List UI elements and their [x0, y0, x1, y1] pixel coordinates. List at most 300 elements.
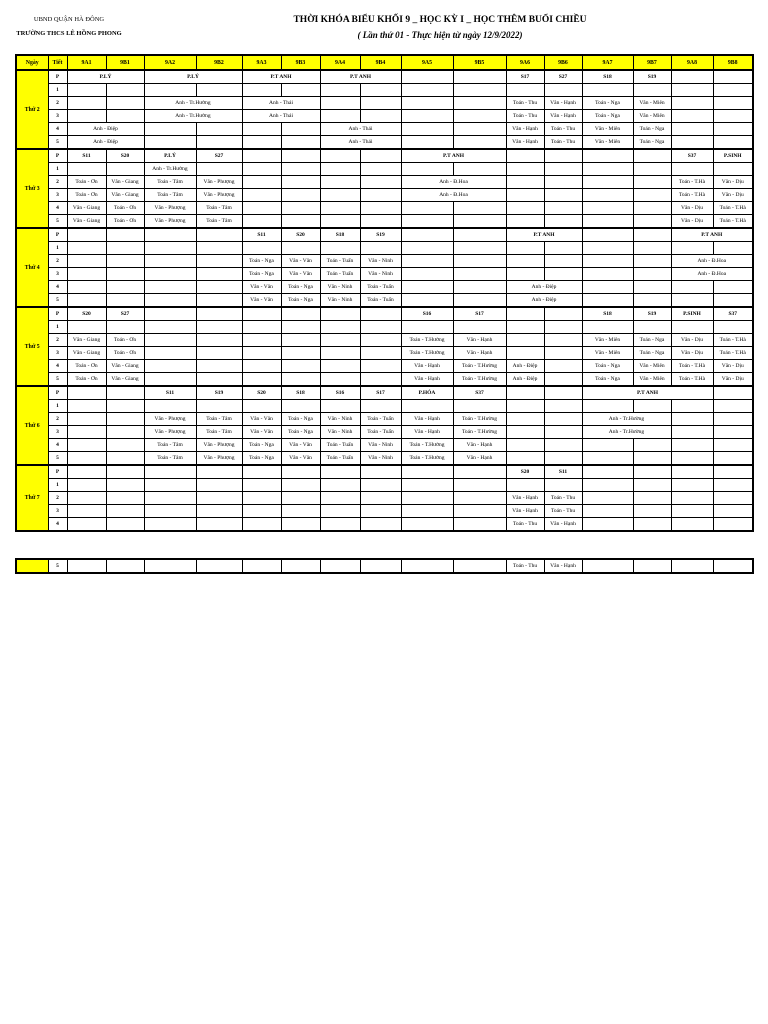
schedule-cell: [67, 426, 106, 439]
schedule-cell: [713, 97, 753, 110]
schedule-cell: [582, 294, 633, 308]
room-row: [16, 465, 753, 479]
schedule-cell: [360, 465, 401, 479]
schedule-cell: [506, 84, 544, 97]
schedule-cell: [544, 255, 582, 268]
schedule-cell: [401, 228, 453, 242]
column-header: 9B3: [281, 55, 320, 70]
schedule-cell: S20: [506, 465, 544, 479]
schedule-cell: Toán - T.Hường: [401, 439, 453, 452]
day-label: Thứ 3: [16, 149, 48, 228]
period-number: P: [48, 307, 67, 321]
schedule-cell: [360, 189, 401, 202]
schedule-cell: S27: [196, 149, 242, 163]
schedule-cell: Anh - Điệp: [506, 360, 544, 373]
schedule-cell: [544, 163, 582, 176]
period-number: 2: [48, 413, 67, 426]
schedule-cell: [106, 281, 144, 294]
schedule-cell: [67, 505, 106, 518]
schedule-cell: Văn - Phượng: [144, 215, 196, 229]
schedule-cell: [582, 321, 633, 334]
schedule-cell: [242, 189, 281, 202]
schedule-cell: [196, 163, 242, 176]
schedule-cell: Văn - Hạnh: [544, 97, 582, 110]
schedule-cell: [67, 452, 106, 466]
schedule-cell: [401, 479, 453, 492]
schedule-cell: [320, 202, 360, 215]
schedule-cell: Toán - T.Hường: [401, 452, 453, 466]
schedule-cell: [67, 97, 106, 110]
schedule-cell: Toán - Thu: [506, 518, 544, 532]
schedule-cell: S19: [633, 70, 671, 84]
schedule-cell: [544, 360, 582, 373]
schedule-cell: Toán - Tuấn: [360, 281, 401, 294]
schedule-cell: [360, 110, 401, 123]
schedule-cell: [453, 518, 506, 532]
schedule-cell: S20: [242, 386, 281, 400]
schedule-cell: [144, 242, 196, 255]
schedule-cell: [713, 452, 753, 466]
schedule-cell: [453, 505, 506, 518]
schedule-cell: [671, 452, 713, 466]
schedule-cell: [582, 228, 633, 242]
schedule-cell: [67, 228, 106, 242]
schedule-cell: [506, 176, 544, 189]
schedule-cell: [281, 202, 320, 215]
schedule-cell: Anh - Tr.Hường: [582, 426, 671, 439]
schedule-cell: [582, 84, 633, 97]
schedule-cell: [671, 465, 713, 479]
schedule-cell: [360, 97, 401, 110]
schedule-cell: P.T ANH: [242, 70, 320, 84]
schedule-cell: [106, 84, 144, 97]
schedule-cell: [582, 479, 633, 492]
schedule-cell: [544, 479, 582, 492]
period-number: 1: [48, 400, 67, 413]
timetable: [15, 54, 754, 532]
schedule-cell: [506, 215, 544, 229]
schedule-cell: [582, 242, 633, 255]
schedule-cell: [242, 163, 281, 176]
period-number: 2: [48, 334, 67, 347]
column-header: 9A6: [506, 55, 544, 70]
column-header: 9B8: [713, 55, 753, 70]
schedule-cell: [401, 505, 453, 518]
schedule-cell: [360, 559, 401, 573]
schedule-cell: Văn - Miên: [582, 136, 633, 150]
schedule-cell: [506, 255, 544, 268]
schedule-cell: Văn - Ninh: [320, 294, 360, 308]
schedule-cell: Văn - Hạnh: [453, 347, 506, 360]
schedule-cell: [401, 97, 453, 110]
schedule-cell: [67, 321, 106, 334]
schedule-cell: [281, 163, 320, 176]
schedule-cell: [633, 189, 671, 202]
schedule-cell: [713, 518, 753, 532]
schedule-cell: [713, 465, 753, 479]
schedule-cell: [453, 110, 506, 123]
schedule-cell: Văn - Hạnh: [506, 505, 544, 518]
schedule-cell: Văn - Vân: [242, 426, 281, 439]
schedule-cell: Toán - T.Hường: [453, 360, 506, 373]
column-header: 9B6: [544, 55, 582, 70]
schedule-cell: [144, 347, 196, 360]
schedule-cell: Toán - Nga: [633, 334, 671, 347]
schedule-cell: [67, 242, 106, 255]
schedule-cell: [401, 136, 453, 150]
schedule-cell: [401, 268, 453, 281]
schedule-cell: Văn - Hạnh: [506, 123, 544, 136]
schedule-cell: [633, 400, 671, 413]
schedule-cell: P.LÝ: [144, 149, 196, 163]
header-row: [16, 55, 753, 70]
schedule-cell: [67, 413, 106, 426]
schedule-cell: [671, 559, 713, 573]
schedule-cell: [242, 215, 281, 229]
schedule-cell: Anh - Thái: [320, 123, 401, 136]
schedule-cell: [633, 439, 671, 452]
period-number: 5: [48, 294, 67, 308]
period-row: [16, 413, 753, 426]
column-header: 9A8: [671, 55, 713, 70]
schedule-cell: [453, 294, 506, 308]
schedule-cell: [506, 452, 544, 466]
schedule-cell: [671, 492, 713, 505]
schedule-cell: [582, 149, 633, 163]
schedule-cell: [544, 321, 582, 334]
schedule-cell: [633, 281, 671, 294]
schedule-cell: [144, 373, 196, 387]
period-row: [16, 84, 753, 97]
schedule-cell: Văn - Dịu: [713, 373, 753, 387]
schedule-cell: [713, 321, 753, 334]
schedule-cell: [320, 242, 360, 255]
schedule-cell: [320, 189, 360, 202]
schedule-cell: [242, 518, 281, 532]
schedule-cell: [582, 518, 633, 532]
schedule-cell: [453, 84, 506, 97]
schedule-cell: [144, 268, 196, 281]
schedule-cell: S20: [281, 228, 320, 242]
period-number: 4: [48, 360, 67, 373]
period-row: [16, 373, 753, 387]
schedule-cell: Toán - Tâm: [196, 413, 242, 426]
schedule-cell: [242, 123, 281, 136]
schedule-cell: [582, 202, 633, 215]
period-number: 1: [48, 479, 67, 492]
schedule-cell: [360, 215, 401, 229]
schedule-cell: [506, 400, 544, 413]
schedule-cell: [506, 307, 544, 321]
schedule-cell: [320, 518, 360, 532]
period-row: [16, 110, 753, 123]
schedule-cell: [242, 242, 281, 255]
schedule-cell: Toán - T.Hường: [453, 426, 506, 439]
schedule-cell: [106, 268, 144, 281]
schedule-cell: Văn - Hạnh: [544, 518, 582, 532]
timetable-header: [240, 15, 640, 40]
schedule-cell: [67, 518, 106, 532]
schedule-cell: [401, 255, 453, 268]
schedule-cell: [281, 84, 320, 97]
column-header: 9A1: [67, 55, 106, 70]
schedule-cell: S11: [544, 465, 582, 479]
day-label: Thứ 4: [16, 228, 48, 307]
schedule-cell: [281, 136, 320, 150]
schedule-cell: [196, 294, 242, 308]
schedule-cell: [671, 110, 713, 123]
schedule-cell: [196, 321, 242, 334]
schedule-cell: Toán - Tuấn: [360, 294, 401, 308]
period-number: 4: [48, 202, 67, 215]
schedule-cell: [106, 518, 144, 532]
schedule-cell: [401, 559, 453, 573]
schedule-cell: [633, 84, 671, 97]
schedule-cell: [281, 400, 320, 413]
schedule-cell: Văn - Dịu: [671, 334, 713, 347]
schedule-cell: Toán - Nga: [633, 136, 671, 150]
schedule-cell: [106, 465, 144, 479]
schedule-cell: Toán - Tuấn: [320, 452, 360, 466]
schedule-cell: [671, 242, 713, 255]
schedule-cell: [506, 334, 544, 347]
schedule-cell: [196, 479, 242, 492]
schedule-cell: Văn - Ninh: [360, 452, 401, 466]
schedule-cell: Văn - Vân: [242, 413, 281, 426]
period-number: 2: [48, 255, 67, 268]
period-row: [16, 321, 753, 334]
schedule-cell: Văn - Dịu: [671, 202, 713, 215]
schedule-cell: Toán - T.Hà: [713, 347, 753, 360]
column-header: 9B4: [360, 55, 401, 70]
schedule-cell: Anh - Thái: [320, 136, 401, 150]
schedule-cell: [401, 110, 453, 123]
schedule-cell: [671, 426, 713, 439]
schedule-cell: [242, 373, 281, 387]
schedule-cell: [506, 321, 544, 334]
schedule-cell: [544, 149, 582, 163]
period-row: [16, 400, 753, 413]
schedule-cell: [713, 84, 753, 97]
schedule-cell: [453, 97, 506, 110]
schedule-cell: Văn - Giang: [106, 373, 144, 387]
schedule-cell: Văn - Ninh: [320, 281, 360, 294]
day-label: Thứ 5: [16, 307, 48, 386]
schedule-cell: [401, 294, 453, 308]
schedule-cell: Toán - Tuấn: [360, 413, 401, 426]
schedule-cell: [401, 518, 453, 532]
schedule-cell: Văn - Ninh: [320, 426, 360, 439]
schedule-cell: [671, 400, 713, 413]
schedule-cell: Toán - Tâm: [196, 426, 242, 439]
schedule-cell: [196, 228, 242, 242]
schedule-cell: [506, 268, 544, 281]
schedule-cell: S17: [453, 307, 506, 321]
schedule-cell: Toán - T.Hà: [671, 176, 713, 189]
schedule-cell: Văn - Phượng: [196, 452, 242, 466]
schedule-cell: Văn - Miên: [633, 97, 671, 110]
day-label: Thứ 2: [16, 70, 48, 149]
schedule-cell: [544, 268, 582, 281]
school-header: [14, 16, 124, 37]
column-header: 9A7: [582, 55, 633, 70]
schedule-cell: [671, 505, 713, 518]
schedule-cell: Văn - Hạnh: [401, 413, 453, 426]
schedule-cell: [360, 518, 401, 532]
schedule-cell: P.SINH: [713, 149, 753, 163]
schedule-cell: [671, 294, 713, 308]
schedule-cell: [713, 281, 753, 294]
schedule-cell: Toán - Thu: [544, 136, 582, 150]
schedule-cell: Toán - Thu: [506, 559, 544, 573]
period-row: [16, 347, 753, 360]
schedule-cell: [242, 321, 281, 334]
schedule-cell: [401, 400, 453, 413]
schedule-cell: [633, 452, 671, 466]
schedule-cell: [281, 492, 320, 505]
period-row: [16, 505, 753, 518]
schedule-cell: [242, 465, 281, 479]
schedule-cell: [196, 505, 242, 518]
schedule-cell: Toán - T.Hà: [713, 202, 753, 215]
schedule-cell: [713, 163, 753, 176]
schedule-cell: Anh - Đ.Hoa: [401, 176, 506, 189]
schedule-cell: [401, 123, 453, 136]
schedule-cell: Anh - Điệp: [506, 373, 544, 387]
schedule-cell: [144, 321, 196, 334]
period-row: [16, 163, 753, 176]
schedule-cell: Anh - Thái: [242, 110, 320, 123]
schedule-cell: [453, 465, 506, 479]
schedule-cell: Văn - Vân: [281, 268, 320, 281]
schedule-cell: Văn - Miên: [633, 373, 671, 387]
schedule-cell: Toán - Nga: [633, 123, 671, 136]
schedule-cell: Toán - Tâm: [144, 439, 196, 452]
schedule-cell: [281, 465, 320, 479]
schedule-cell: [67, 294, 106, 308]
schedule-cell: [281, 149, 320, 163]
period-number: 4: [48, 281, 67, 294]
schedule-cell: Toán - Ơn: [106, 334, 144, 347]
period-number: 1: [48, 242, 67, 255]
schedule-cell: [281, 559, 320, 573]
schedule-cell: Toán - Ơn: [106, 347, 144, 360]
period-number: 3: [48, 110, 67, 123]
schedule-cell: [67, 400, 106, 413]
schedule-cell: [401, 202, 453, 215]
timetable-subtitle: ( Lần thứ 01 - Thực hiện từ ngày 12/9/2022): [357, 30, 523, 40]
schedule-cell: [144, 518, 196, 532]
schedule-cell: Toán - Tâm: [144, 176, 196, 189]
schedule-cell: [144, 465, 196, 479]
schedule-cell: S11: [242, 228, 281, 242]
schedule-cell: [633, 294, 671, 308]
schedule-cell: Toán - Tuấn: [320, 255, 360, 268]
schedule-cell: [196, 334, 242, 347]
schedule-cell: Văn - Hạnh: [401, 360, 453, 373]
schedule-cell: Anh - Tr.Hường: [144, 163, 196, 176]
schedule-cell: [144, 492, 196, 505]
schedule-cell: Toán - Nga: [281, 413, 320, 426]
schedule-cell: [360, 373, 401, 387]
schedule-cell: [320, 334, 360, 347]
schedule-cell: Anh - Tr.Hường: [144, 110, 242, 123]
period-number: 4: [48, 518, 67, 532]
schedule-cell: Văn - Hạnh: [453, 452, 506, 466]
schedule-cell: S19: [633, 307, 671, 321]
schedule-cell: Văn - Ninh: [320, 413, 360, 426]
schedule-cell: [544, 413, 582, 426]
schedule-cell: [453, 479, 506, 492]
schedule-cell: [196, 268, 242, 281]
schedule-cell: [106, 242, 144, 255]
schedule-cell: [453, 281, 506, 294]
schedule-cell: [196, 136, 242, 150]
schedule-cell: Toán - T.Hường: [401, 347, 453, 360]
schedule-cell: [196, 255, 242, 268]
schedule-cell: [633, 255, 671, 268]
timetable-title: THỜI KHÓA BIỂU KHỐI 9 _ HỌC KỲ I _ HỌC THÊM BUỔI CHIỀU: [293, 15, 587, 25]
schedule-cell: Văn - Ninh: [360, 268, 401, 281]
schedule-cell: [401, 163, 453, 176]
schedule-cell: [320, 163, 360, 176]
schedule-cell: [67, 386, 106, 400]
schedule-cell: Văn - Hạnh: [453, 439, 506, 452]
schedule-cell: [633, 321, 671, 334]
period-row: [16, 281, 753, 294]
schedule-cell: Toán - Nga: [242, 255, 281, 268]
schedule-cell: Văn - Phượng: [144, 413, 196, 426]
schedule-cell: [106, 559, 144, 573]
schedule-cell: [242, 136, 281, 150]
schedule-cell: S18: [281, 386, 320, 400]
schedule-cell: [453, 492, 506, 505]
schedule-cell: [401, 281, 453, 294]
schedule-cell: [401, 242, 453, 255]
schedule-cell: [544, 386, 582, 400]
schedule-cell: [196, 84, 242, 97]
schedule-cell: [144, 294, 196, 308]
schedule-cell: [144, 84, 196, 97]
schedule-cell: [242, 307, 281, 321]
schedule-cell: [281, 189, 320, 202]
schedule-cell: [242, 360, 281, 373]
schedule-cell: Toán - Tâm: [196, 202, 242, 215]
schedule-cell: P.T ANH: [506, 228, 582, 242]
schedule-cell: [713, 110, 753, 123]
period-row: [16, 189, 753, 202]
schedule-cell: [320, 559, 360, 573]
schedule-cell: Toán - Ơn: [67, 176, 106, 189]
schedule-cell: [671, 281, 713, 294]
schedule-cell: [582, 215, 633, 229]
schedule-cell: Anh - Điệp: [506, 281, 582, 294]
schedule-cell: [453, 255, 506, 268]
schedule-cell: [106, 426, 144, 439]
schedule-cell: [281, 479, 320, 492]
schedule-cell: Toán - Thu: [506, 97, 544, 110]
schedule-cell: [713, 400, 753, 413]
schedule-cell: [320, 492, 360, 505]
schedule-cell: [582, 452, 633, 466]
schedule-cell: [242, 559, 281, 573]
schedule-cell: [106, 400, 144, 413]
schedule-cell: [281, 215, 320, 229]
schedule-cell: Văn - Hạnh: [401, 373, 453, 387]
schedule-cell: Toán - Ơn: [106, 202, 144, 215]
period-number: 4: [48, 439, 67, 452]
schedule-cell: Văn - Miên: [633, 360, 671, 373]
